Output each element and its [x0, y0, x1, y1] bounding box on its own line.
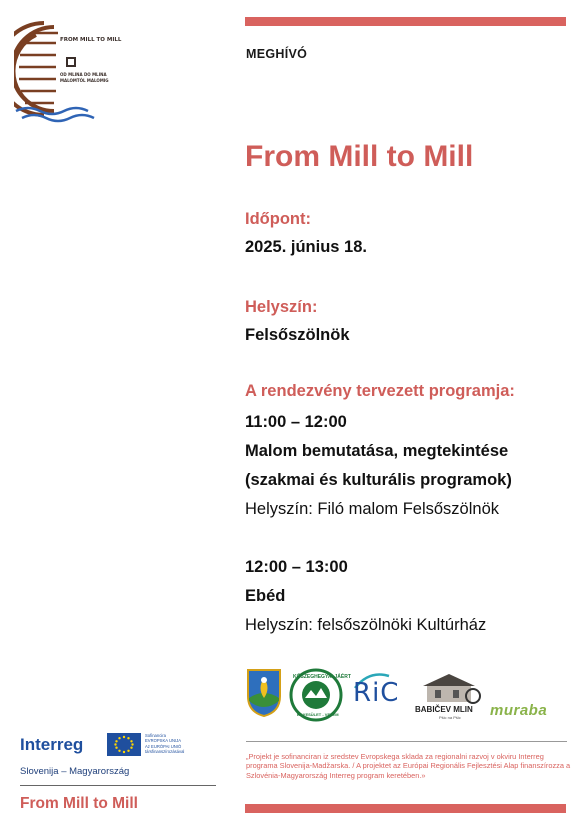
program-item-1-title-2: (szakmai és kulturális programok): [245, 471, 512, 489]
program-item-2-title: Ebéd: [245, 587, 286, 605]
mill-wheel-icon: [14, 15, 114, 125]
logo-text-line2: OD MLINA DO MLINA: [60, 72, 107, 77]
date-label: Időpont:: [245, 210, 311, 228]
partner-logo-ric: [349, 670, 405, 714]
logo-text-line1: FROM MILL TO MILL: [60, 37, 122, 43]
program-item-1-time: 11:00 – 12:00: [245, 413, 347, 431]
event-title: From Mill to Mill: [245, 140, 474, 173]
footer-divider: [20, 785, 216, 786]
program-item-1-location: Helyszín: Filó malom Felsőszölnök: [245, 500, 499, 518]
project-name: From Mill to Mill: [20, 795, 138, 812]
partner-4-text: BABIČEV MLIN: [415, 705, 473, 714]
interreg-logo: Interreg: [20, 735, 84, 754]
program-item-2-time: 12:00 – 13:00: [245, 558, 348, 576]
partner-logo-coat-of-arms: [245, 668, 283, 718]
bottom-accent-bar: [245, 804, 566, 813]
partner-2-text: KŐSZEGHEGYALJÁÉRT: [293, 674, 351, 680]
eu-line-2: EVROPSKA UNIJA: [145, 738, 182, 744]
place-label: Helyszín:: [245, 298, 318, 316]
partner-3-text: RiC: [353, 678, 400, 708]
mill-house-icon: [413, 672, 485, 704]
eu-flag: [107, 733, 141, 756]
eu-stars-icon: [107, 733, 141, 756]
note-divider: [246, 741, 567, 742]
program-item-1-title: Malom bemutatása, megtekintése: [245, 442, 509, 460]
eu-line-4: társfinanszírozásával: [145, 749, 185, 755]
eu-line-3: Az EURÓPAI UNIÓ: [145, 743, 182, 749]
partner-5-text: muraba: [490, 702, 548, 719]
partner-logo-koszeghegyalja: [289, 668, 351, 722]
program-name: Slovenija – Magyarország: [20, 766, 130, 777]
partner-4-sub: Pšic na Pšic: [439, 715, 461, 720]
funding-note: „Projekt je sofinanciran iz sredstev Evropskega sklada za regionalni razvoj v okviru Interreg programa Slovenija-Madžarska. / A projektet az Európai Regionális Fejlesztési Alap finanszírozza a Szlovénia-Magyarország Interreg program keretében.»: [246, 752, 571, 780]
partner-logo-muraba: [490, 702, 566, 722]
mill-logo: [14, 15, 122, 125]
top-accent-bar: [245, 17, 566, 26]
invitation-kicker: MEGHÍVÓ: [246, 47, 308, 61]
logo-text-line3: MALOMTÓL MALOMIG: [60, 78, 109, 83]
partner-2-sub: EGYESÜLET - VELEM: [297, 712, 339, 717]
program-item-2-location: Helyszín: felsőszölnöki Kultúrház: [245, 616, 487, 634]
partner-logo-babicev-mlin: [413, 672, 485, 722]
coat-of-arms-icon: [245, 668, 283, 718]
eu-cofinance-text: [145, 733, 184, 755]
eu-line-1: Sofinancira: [145, 733, 166, 738]
date-value: 2025. június 18.: [245, 238, 367, 256]
place-value: Felsőszölnök: [245, 326, 350, 344]
program-label: A rendezvény tervezett programja:: [245, 382, 515, 400]
